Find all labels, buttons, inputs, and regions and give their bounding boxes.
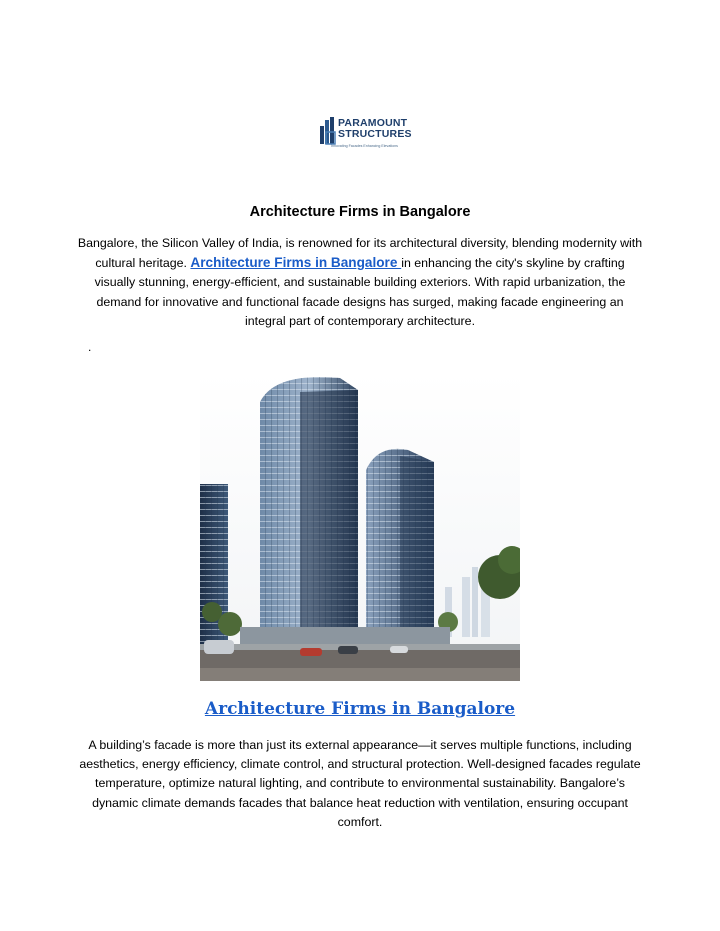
building-photo	[200, 372, 520, 681]
architecture-firms-link[interactable]: Architecture Firms in Bangalore	[190, 255, 402, 271]
building-logo-icon	[319, 116, 339, 146]
page-title: Architecture Firms in Bangalore	[249, 204, 471, 220]
logo-tagline: Innovating Facades Enhancing Elevations	[331, 144, 398, 148]
stray-period: .	[88, 340, 92, 354]
intro-paragraph	[76, 234, 644, 331]
company-logo	[319, 114, 412, 154]
intro-text-start: Bangalore, the Silicon Valley of India, is renowned for its architectural diversity, blending modernity with cultural heritage.	[77, 236, 643, 271]
logo-wordmark	[338, 118, 412, 140]
intro-text-end: in enhancing the city's skyline by crafting visually stunning, energy-efficient, and sustainable building exteriors. With rapid urbanization, the demand for innovative and functional facade designs has surged, making facade engineering an integral part of contemporary architecture.	[94, 256, 626, 328]
section-heading-link[interactable]: Architecture Firms in Bangalore	[204, 699, 516, 719]
logo-line-2: STRUCTURES	[338, 128, 412, 140]
logo-line-1: PARAMOUNT	[338, 117, 408, 129]
body-paragraph: A building’s facade is more than just its external appearance—it serves multiple functions, including aesthetics, energy efficiency, climate control, and structural protection. Well-designed facades regulate temperature, optimize natural lighting, and contribute to environmental sustainability. Bangalore’s dynamic climate demands facades that balance heat reduction with ventilation, ensuring occupant comfort.	[79, 738, 641, 829]
